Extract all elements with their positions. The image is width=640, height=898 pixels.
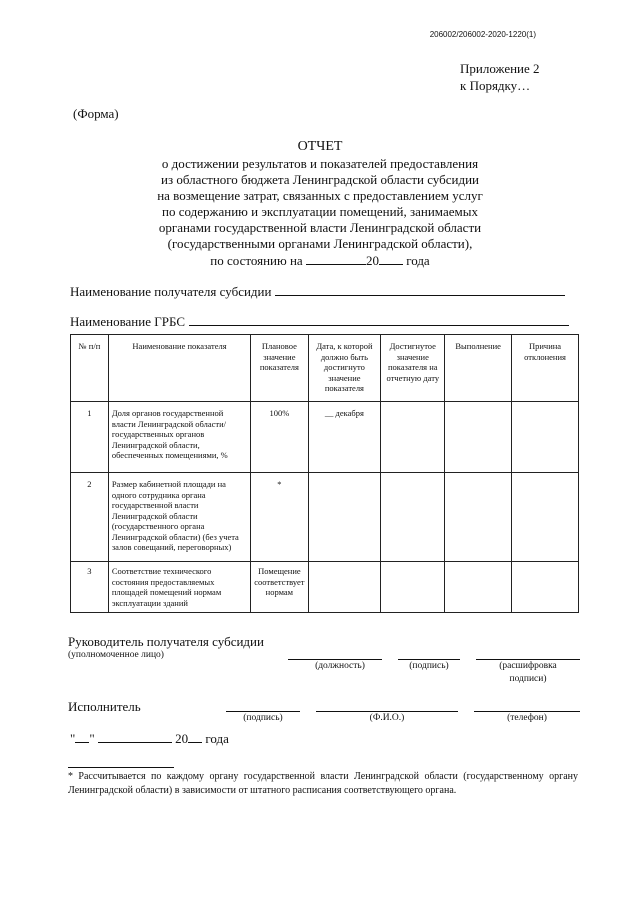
title-line: (государственными органами Ленинградской области), bbox=[167, 236, 473, 251]
position-blank[interactable] bbox=[288, 659, 382, 660]
date-prefix: по состоянию на bbox=[210, 253, 303, 268]
header-target-date: Дата, к которой должно быть достигнуто значение показателя bbox=[308, 335, 381, 402]
grbs-label: Наименование ГРБС bbox=[70, 314, 186, 329]
grbs-blank[interactable] bbox=[189, 313, 569, 326]
document-id: 206002/206002-2020-1220(1) bbox=[429, 30, 536, 39]
caption-position: (должность) bbox=[315, 661, 365, 671]
executor-name-blank[interactable] bbox=[316, 711, 458, 712]
header-fulfillment: Выполнение bbox=[445, 335, 512, 402]
date-quote-close: " bbox=[89, 731, 95, 746]
row-fulfillment[interactable] bbox=[445, 402, 512, 473]
year-digits-blank[interactable] bbox=[188, 730, 202, 743]
signature-date-line bbox=[70, 730, 229, 747]
row-achieved-value[interactable] bbox=[381, 562, 445, 613]
decode-blank[interactable] bbox=[476, 659, 580, 660]
row-indicator-name: Соответствие технического состояния предоставляемых площадей помещений нормам эксплуатации зданий bbox=[108, 562, 250, 613]
footnote: * Рассчитывается по каждому органу государственной власти Ленинградской области (государственному органу Ленинградской области) в зависимости от штатного расписания соответствующего органа. bbox=[68, 771, 578, 796]
table-row bbox=[71, 562, 579, 613]
head-signature-label: Руководитель получателя субсидии bbox=[68, 634, 264, 649]
table-row bbox=[71, 473, 579, 562]
row-deviation-reason[interactable] bbox=[512, 473, 579, 562]
appendix-line-2: к Порядку… bbox=[460, 78, 531, 93]
row-fulfillment[interactable] bbox=[445, 473, 512, 562]
row-deviation-reason[interactable] bbox=[512, 402, 579, 473]
row-number: 3 bbox=[71, 562, 109, 613]
report-date-line bbox=[100, 252, 540, 269]
recipient-field bbox=[70, 283, 565, 300]
date-year: 20 bbox=[365, 253, 379, 268]
title-line: по содержанию и эксплуатации помещений, занимаемых bbox=[162, 204, 478, 219]
date-blank[interactable] bbox=[306, 252, 366, 265]
table-header-row bbox=[71, 335, 579, 402]
row-achieved-value[interactable] bbox=[381, 402, 445, 473]
report-table bbox=[70, 334, 579, 613]
header-planned-value: Плановое значение показателя bbox=[251, 335, 308, 402]
appendix-line-1: Приложение 2 bbox=[460, 61, 540, 76]
signature-blank[interactable] bbox=[398, 659, 460, 660]
year-blank[interactable] bbox=[379, 252, 403, 265]
header-deviation-reason: Причина отклонения bbox=[512, 335, 579, 402]
caption-executor-signature: (подпись) bbox=[243, 713, 283, 723]
executor-signature-blank[interactable] bbox=[226, 711, 300, 712]
recipient-blank[interactable] bbox=[275, 283, 565, 296]
date-year-prefix: 20 bbox=[175, 731, 189, 746]
title-line: на возмещение затрат, связанных с предоставлением услуг bbox=[157, 188, 483, 203]
caption-decode-2: подписи) bbox=[509, 674, 547, 684]
row-planned-value: Помещение соответствует нормам bbox=[251, 562, 308, 613]
row-target-date: __ декабря bbox=[308, 402, 381, 473]
month-blank[interactable] bbox=[98, 730, 172, 743]
row-fulfillment[interactable] bbox=[445, 562, 512, 613]
row-number: 1 bbox=[71, 402, 109, 473]
grbs-field bbox=[70, 313, 569, 330]
caption-signature: (подпись) bbox=[409, 661, 449, 671]
report-title bbox=[100, 139, 540, 269]
row-deviation-reason[interactable] bbox=[512, 562, 579, 613]
row-indicator-name: Доля органов государственной власти Ленинградской области/ государственных органов Ленинградской области, обеспеченных помещениями, % bbox=[108, 402, 250, 473]
table-row bbox=[71, 402, 579, 473]
executor-phone-blank[interactable] bbox=[474, 711, 580, 712]
title-line: органами государственной власти Ленинградской области bbox=[158, 220, 482, 235]
row-target-date bbox=[308, 473, 381, 562]
form-label: (Форма) bbox=[73, 106, 119, 121]
title-line: о достижении результатов и показателей предоставления bbox=[161, 156, 479, 171]
day-blank[interactable] bbox=[75, 730, 89, 743]
caption-decode-1: (расшифровка bbox=[499, 661, 557, 671]
header-number: № п/п bbox=[71, 335, 109, 402]
footnote-separator bbox=[68, 767, 174, 768]
caption-executor-name: (Ф.И.О.) bbox=[369, 713, 405, 723]
executor-label: Исполнитель bbox=[68, 699, 141, 714]
header-achieved-value: Достигнутое значение показателя на отчетную дату bbox=[381, 335, 445, 402]
date-suffix: года bbox=[406, 253, 430, 268]
caption-executor-phone: (телефон) bbox=[507, 713, 547, 723]
row-planned-value: 100% bbox=[251, 402, 308, 473]
row-number: 2 bbox=[71, 473, 109, 562]
head-signature-sublabel: (уполномоченное лицо) bbox=[68, 650, 164, 660]
date-year-suffix: года bbox=[205, 731, 229, 746]
row-planned-value: * bbox=[251, 473, 308, 562]
row-target-date bbox=[308, 562, 381, 613]
appendix-note bbox=[460, 60, 540, 94]
title-line: из областного бюджета Ленинградской области субсидии bbox=[161, 172, 479, 187]
row-indicator-name: Размер кабинетной площади на одного сотрудника органа государственной власти Ленинградской области (государственного органа Ленинградской области) (без учета залов совещаний, переговорных) bbox=[108, 473, 250, 562]
row-achieved-value[interactable] bbox=[381, 473, 445, 562]
date-quote-open: " bbox=[70, 731, 76, 746]
header-indicator-name: Наименование показателя bbox=[108, 335, 250, 402]
report-heading: ОТЧЕТ bbox=[297, 139, 343, 154]
recipient-label: Наименование получателя субсидии bbox=[70, 284, 272, 299]
